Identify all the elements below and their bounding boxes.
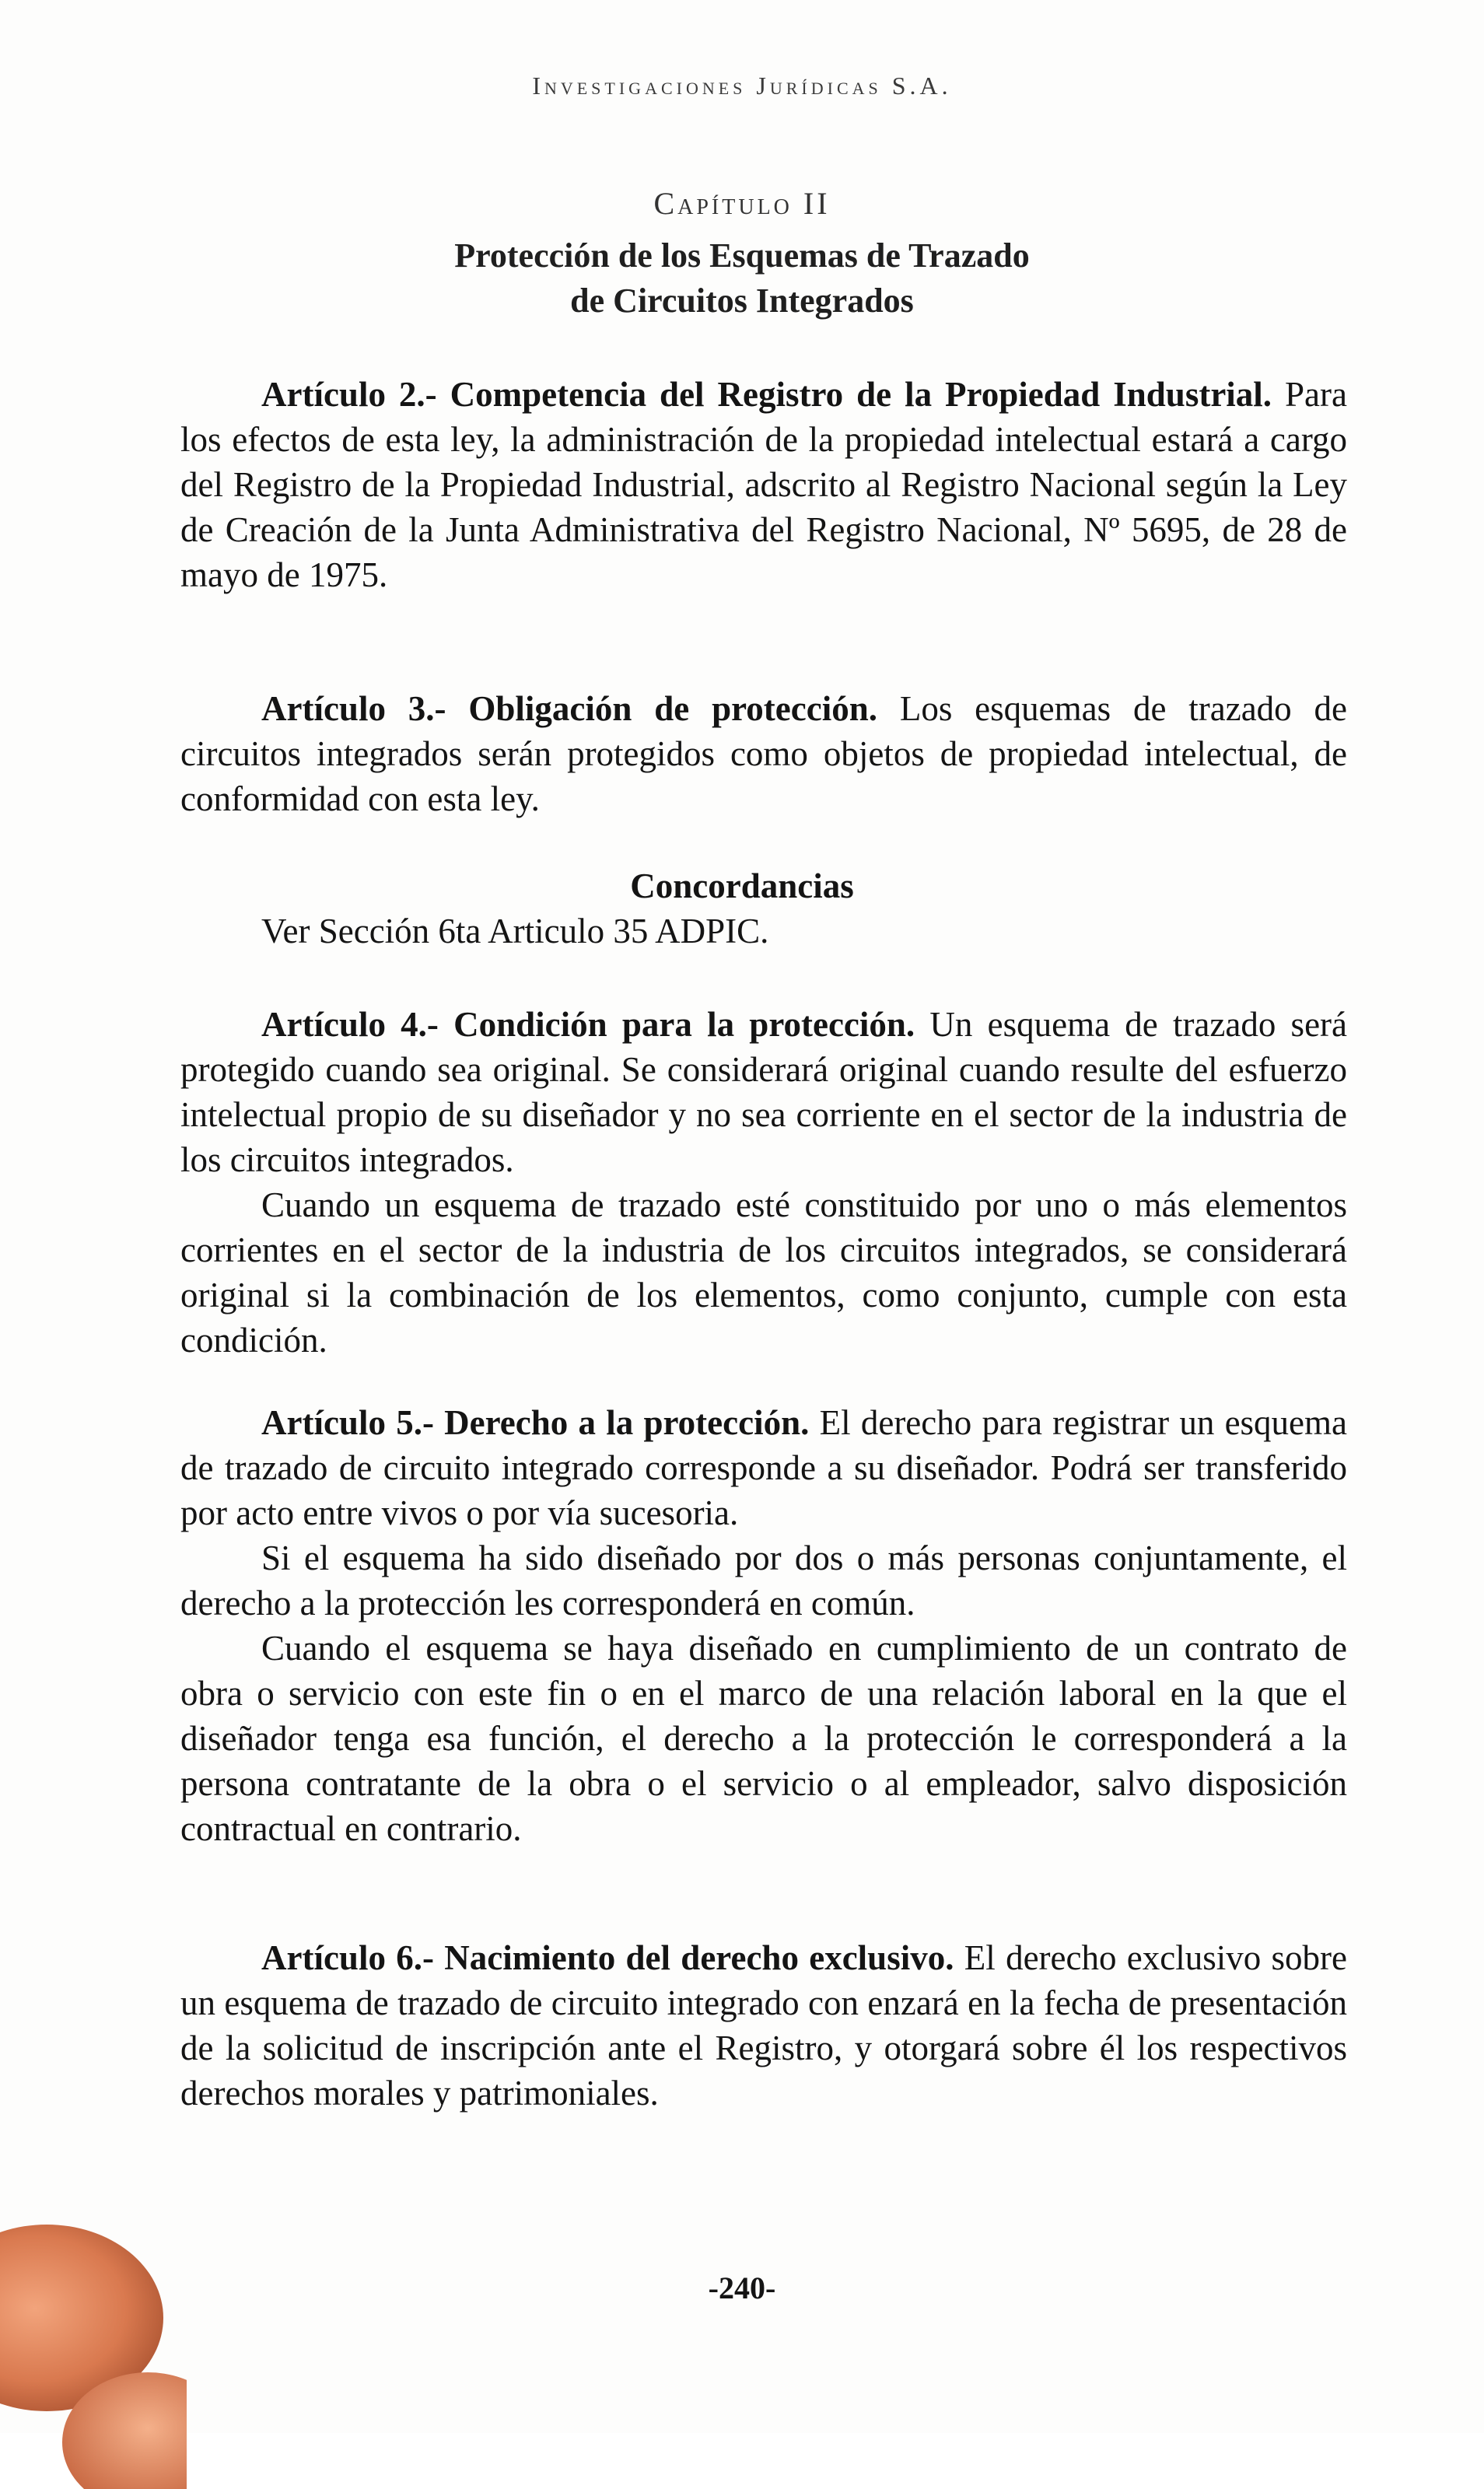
article-2-heading: Artículo 2.- Competencia del Registro de la Propiedad Industrial. bbox=[261, 375, 1272, 414]
article-6-paragraph bbox=[180, 1935, 1347, 2116]
article-4-heading: Artículo 4.- Condición para la protección. bbox=[261, 1005, 915, 1044]
article-5 bbox=[180, 1400, 1347, 1851]
chapter-title-line-2: de Circuitos Integrados bbox=[570, 282, 914, 320]
article-6 bbox=[180, 1935, 1347, 2116]
article-6-heading: Artículo 6.- Nacimiento del derecho exclusivo. bbox=[261, 1938, 954, 1977]
article-2-text: Para los efectos de esta ley, la administración de la propiedad intelectual estará a cargo del Registro de la Propiedad Industrial, adscrito al Registro Nacional según la Ley de Creación de la Junta Administrativa del Registro Nacional, Nº 5695, de 28 de mayo de 1975. bbox=[180, 375, 1347, 594]
concordancias-title: Concordancias bbox=[630, 866, 854, 905]
article-3 bbox=[180, 686, 1347, 821]
article-5-text: El derecho para registrar un esquema de trazado de circuito integrado corresponde a su diseñador. Podrá ser transferido por acto entre vivos o por vía sucesoria. bbox=[180, 1403, 1347, 1532]
article-5-paragraph-1 bbox=[180, 1400, 1347, 1535]
article-4-text: Un esquema de trazado será protegido cuando sea original. Se considerará original cuando resulte del esfuerzo intelectual propio de su diseñador y no sea corriente en el sector de la industria de los circuitos integrados. bbox=[180, 1005, 1347, 1179]
article-4-paragraph-2: Cuando un esquema de trazado esté constituido por uno o más elementos corrientes en el sector de la industria de los circuitos integrados, se considerará original si la combinación de los elementos, como conjunto, cumple con esta condición. bbox=[180, 1185, 1347, 1360]
article-3-paragraph bbox=[180, 686, 1347, 821]
article-4 bbox=[180, 1002, 1347, 1363]
article-5-heading: Artículo 5.- Derecho a la protección. bbox=[261, 1403, 810, 1442]
article-2 bbox=[180, 372, 1347, 597]
chapter-label: Capítulo II bbox=[653, 186, 831, 221]
article-6-text: El derecho exclusivo sobre un esquema de trazado de circuito integrado con enzará en la fecha de presentación de la solicitud de inscripción ante el Registro, y otorgará sobre él los respectivos derechos morales y patrimoniales. bbox=[180, 1938, 1347, 2113]
page-number: -240- bbox=[708, 2270, 776, 2305]
chapter-title-line-1: Protección de los Esquemas de Trazado bbox=[454, 236, 1030, 275]
article-5-paragraph-2: Si el esquema ha sido diseñado por dos o más personas conjuntamente, el derecho a la protección les corresponderá en común. bbox=[180, 1539, 1347, 1623]
chapter-title bbox=[311, 233, 1173, 324]
article-4-paragraph-1 bbox=[180, 1002, 1347, 1182]
concordancias-text: Ver Sección 6ta Articulo 35 ADPIC. bbox=[261, 912, 769, 950]
article-5-paragraph-3: Cuando el esquema se haya diseñado en cumplimiento de un contrato de obra o servicio con este fin o en el marco de una relación laboral en la que el diseñador tenga esa función, el derecho a la protección le corresponderá a la persona contratante de la obra o el servicio o al empleador, salvo disposición contractual en contrario. bbox=[180, 1629, 1347, 1848]
running-header: Investigaciones Jurídicas S.A. bbox=[532, 72, 952, 100]
article-3-heading: Artículo 3.- Obligación de protección. bbox=[261, 689, 877, 728]
article-3-text: Los esquemas de trazado de circuitos integrados serán protegidos como objetos de propiedad intelectual, de conformidad con esta ley. bbox=[180, 689, 1347, 818]
thumb-image bbox=[0, 2209, 187, 2489]
article-2-paragraph bbox=[180, 372, 1347, 597]
